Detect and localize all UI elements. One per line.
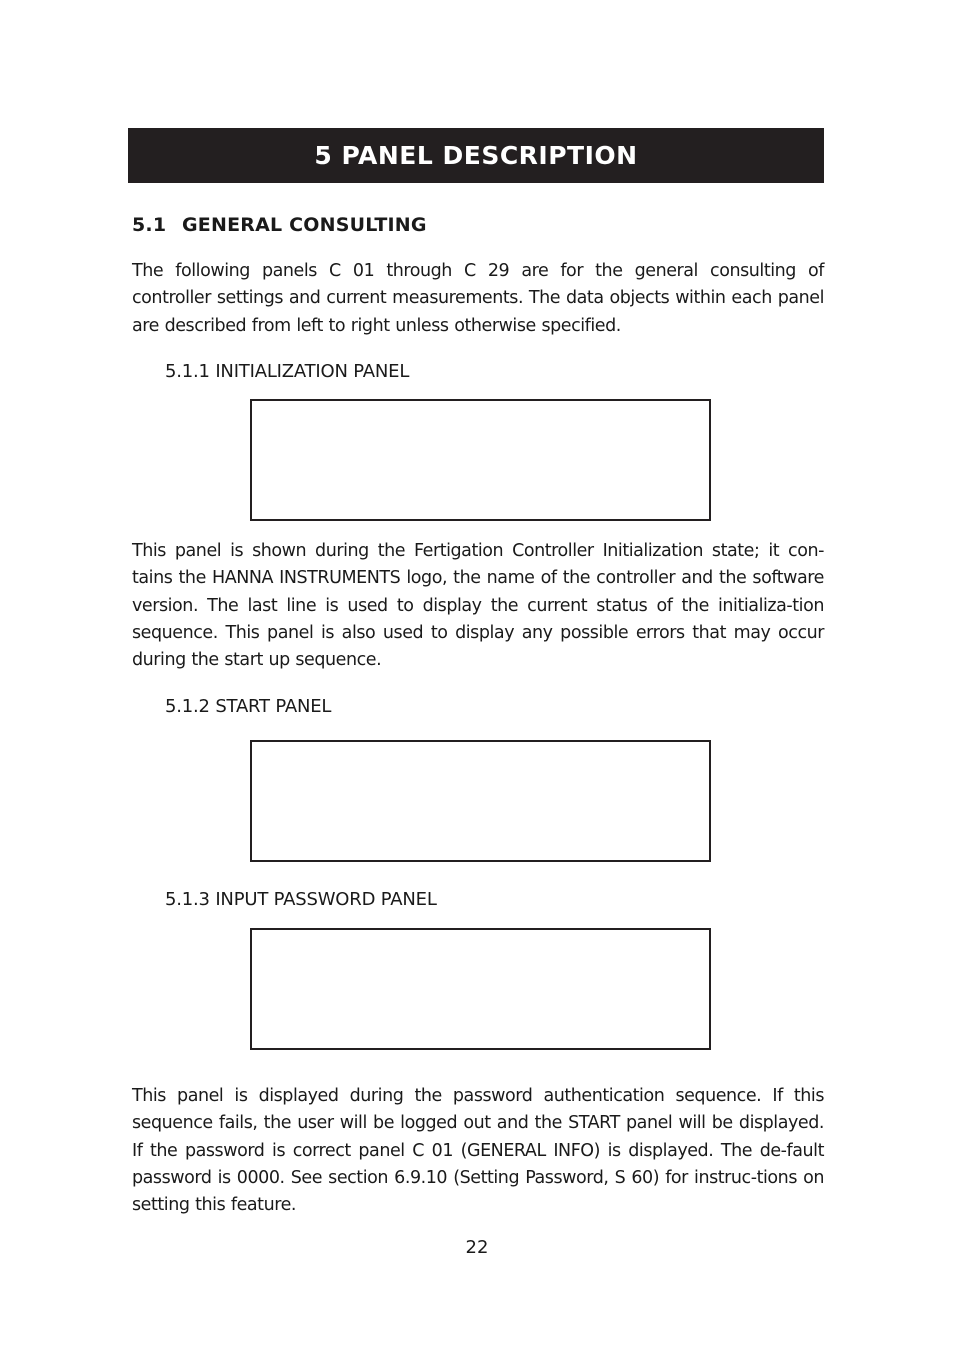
chapter-title-bar	[128, 128, 824, 183]
section-number: 5.1	[132, 214, 167, 236]
subsection-heading-start: 5.1.2 START PANEL	[165, 696, 332, 717]
subsection-heading-initialization: 5.1.1 INITIALIZATION PANEL	[165, 361, 410, 382]
section-title: GENERAL CONSULTING	[182, 214, 427, 236]
initialization-panel-figure	[250, 399, 711, 521]
chapter-title: 5 PANEL DESCRIPTION	[314, 141, 638, 170]
start-panel-figure	[250, 740, 711, 862]
input-password-panel-figure	[250, 928, 711, 1050]
input-password-panel-description: This panel is displayed during the password authentication sequence. If this sequence fails, the user will be logged out and the START panel will be displayed. If the password is correct panel C 01 (GENERAL INFO) is displayed. The de-fault password is 0000. See section 6.9.10 (Setting Password, S 60) for instruc-tions on setting this feature.	[132, 1086, 824, 1216]
subsection-heading-input-password: 5.1.3 INPUT PASSWORD PANEL	[165, 889, 437, 910]
section-heading	[132, 214, 427, 236]
initialization-panel-description: This panel is shown during the Fertigation Controller Initialization state; it con-tains the HANNA INSTRUMENTS logo, the name of the controller and the software version. The last line is used to display the current status of the initializa-tion sequence. This panel is also used to display any possible errors that may occur during the start up sequence.	[132, 541, 824, 671]
page-number: 22	[465, 1237, 489, 1258]
section-intro-paragraph: The following panels C 01 through C 29 are for the general consulting of controller settings and current measurements. The data objects within each panel are described from left to right unless otherwise specified.	[132, 261, 824, 336]
